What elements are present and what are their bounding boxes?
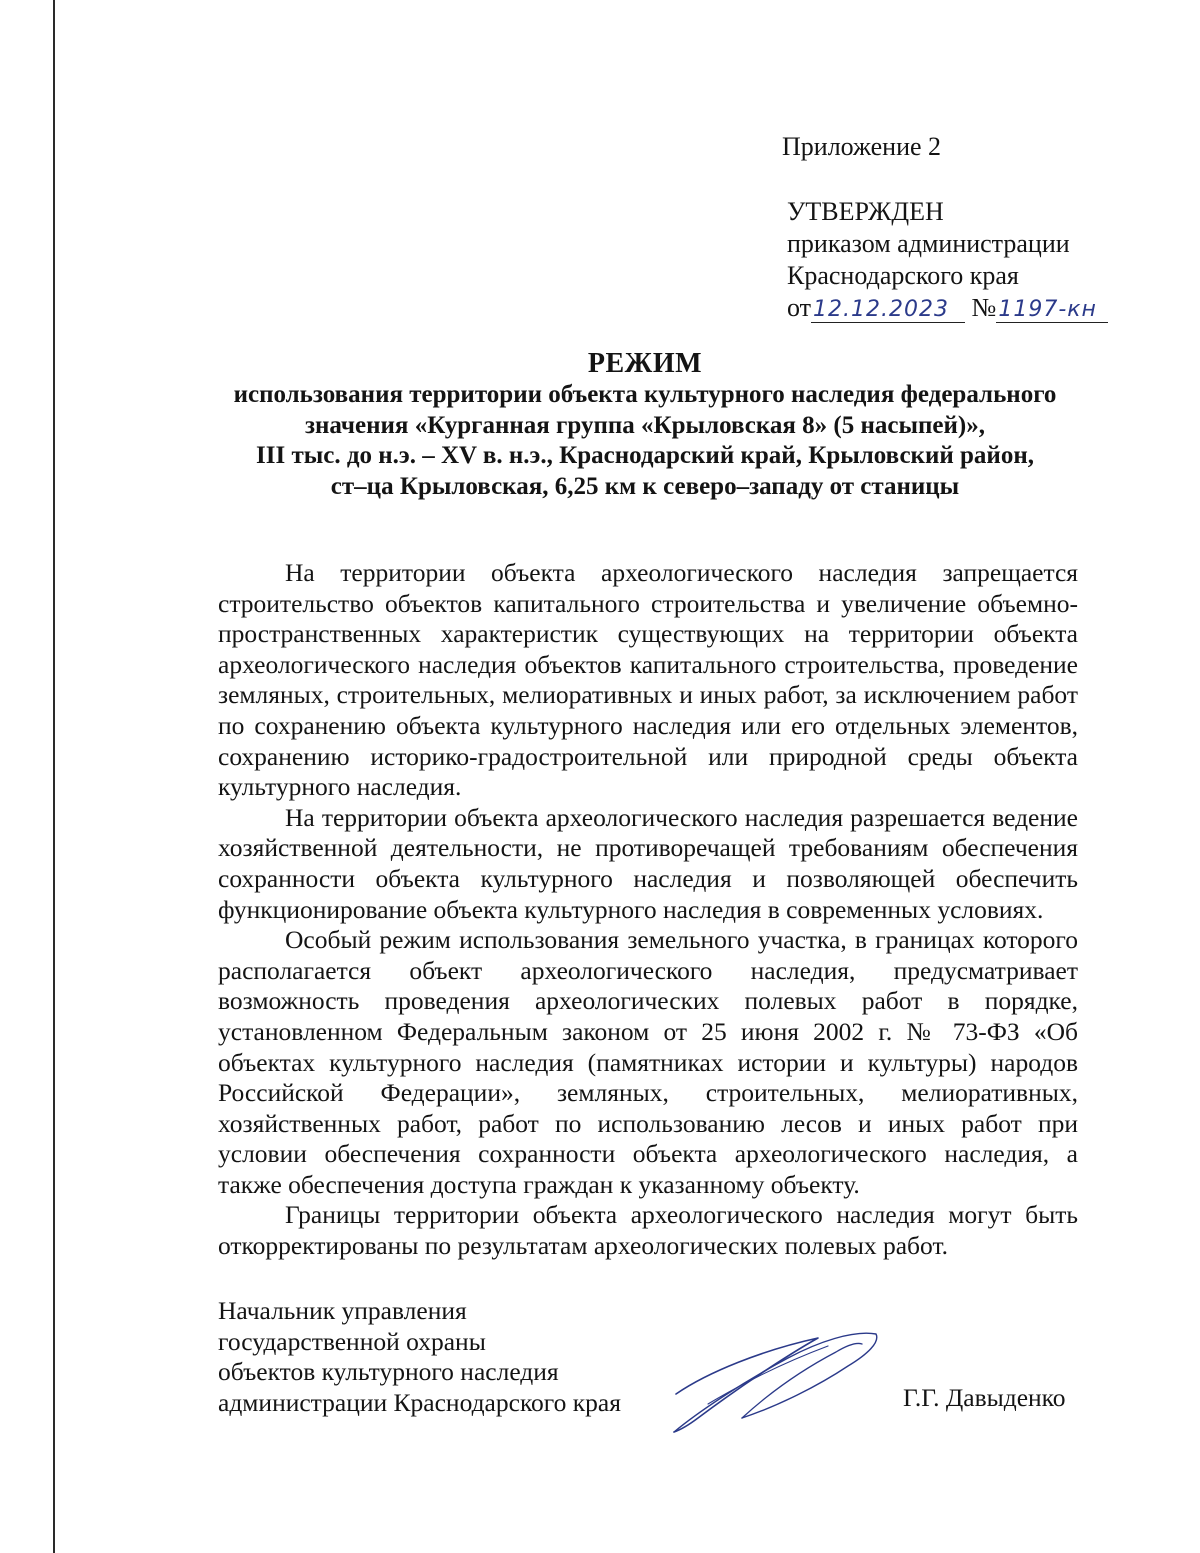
document-body (218, 558, 1078, 1262)
title-main: РЕЖИМ (587, 348, 703, 379)
approved-by-line-1: приказом администрации (787, 229, 1070, 258)
order-date: 12.12.2023 (813, 297, 949, 322)
position-line-4: администрации Краснодарского края (218, 1387, 621, 1417)
approval-block (787, 196, 1108, 324)
document-title (120, 348, 1170, 502)
signature-stroke-2 (674, 1333, 877, 1432)
approved-heading: УТВЕРЖДЕН (787, 197, 944, 226)
order-prefix: от (787, 293, 812, 322)
body-paragraph-2: На территории объекта археологического наследия разрешается ведение хозяйственной деятельности, не противоречащей требованиям обеспечения сохранности объекта культурного наследия и позволяющей обеспечить функционирование объекта культурного наследия в современных условиях. (218, 802, 1078, 924)
signer-name: Г.Г. Давыденко (903, 1383, 1066, 1412)
order-reference (787, 292, 1108, 324)
order-number: 1197-кн (998, 297, 1097, 322)
position-line-1: Начальник управления (218, 1296, 467, 1325)
position-line-2: государственной охраны (218, 1326, 486, 1356)
title-line-1: использования территории объекта культурного наследия федерального (233, 381, 1057, 408)
signer-position (218, 1296, 621, 1418)
signature-stroke-1 (674, 1338, 818, 1432)
order-number-field (996, 296, 1108, 323)
handwritten-signature (668, 1322, 888, 1438)
page-edge-line (53, 0, 55, 1553)
body-paragraph-1: На территории объекта археологического наследия запрещается строительство объектов капитального строительства и увеличение объемно-пространственных характеристик существующих на территории объекта археологического наследия объектов капитального строительства, проведение земляных, строительных, мелиоративных и иных работ, за исключением работ по сохранению объекта культурного наследия или его отдельных элементов, сохранению историко-градостроительной или природной среды объекта культурного наследия. (218, 558, 1078, 802)
order-date-field (811, 296, 965, 323)
position-line-3: объектов культурного наследия (218, 1357, 559, 1386)
title-subtitle (120, 380, 1170, 502)
body-paragraph-4: Границы территории объекта археологического наследия могут быть откорректированы по результатам археологических полевых работ. (218, 1200, 1078, 1261)
title-line-3: III тыс. до н.э. – XV в. н.э., Краснодарский край, Крыловский район, (256, 442, 1034, 469)
number-sign: № (971, 293, 997, 322)
appendix-label: Приложение 2 (782, 132, 942, 161)
body-paragraph-3: Особый режим использования земельного участка, в границах которого располагается объект археологического наследия, предусматривает возможность проведения археологических полевых работ в порядке, установленном Федеральным законом от 25 июня 2002 г. № 73-ФЗ «Об объектах культурного наследия (памятниках истории и культуры) народов Российской Федерации», земляных, строительных, мелиоративных, хозяйственных работ, работ по использованию лесов и иных работ при условии обеспечения сохранности объекта археологического наследия, а также обеспечения доступа граждан к указанному объекту. (218, 925, 1078, 1199)
title-line-2: значения «Курганная группа «Крыловская 8» (5 насыпей)», (304, 411, 986, 439)
approved-by-line-2: Краснодарского края (787, 261, 1019, 290)
title-line-4: ст–ца Крыловская, 6,25 км к северо–западу от станицы (330, 472, 960, 500)
